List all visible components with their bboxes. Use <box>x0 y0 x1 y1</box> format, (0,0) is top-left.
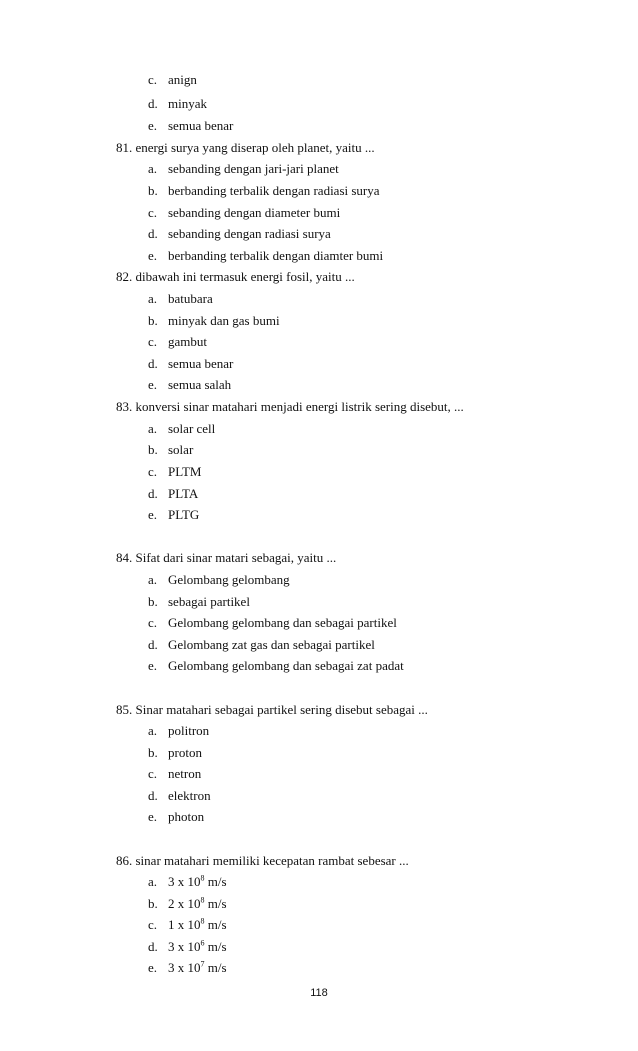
option-text: PLTA <box>168 486 199 501</box>
option-letter: a. <box>148 723 158 738</box>
option-text: PLTG <box>168 507 200 522</box>
option <box>148 615 397 630</box>
option <box>148 72 197 87</box>
option <box>148 874 227 889</box>
question-number: 81. <box>116 140 133 155</box>
option <box>148 486 198 501</box>
option-letter: e. <box>148 809 158 824</box>
option-text: politron <box>168 723 210 738</box>
option-text: batubara <box>168 291 213 306</box>
option-mantissa: 3 x 10 <box>168 874 201 889</box>
option-unit: m/s <box>204 917 227 932</box>
option-text: semua salah <box>168 377 232 392</box>
option <box>148 658 404 673</box>
option-unit: m/s <box>204 874 227 889</box>
option-letter: d. <box>148 356 158 371</box>
option <box>148 313 280 328</box>
option-exponent: 8 <box>200 873 205 883</box>
option-letter: c. <box>148 205 158 220</box>
option-text: gambut <box>168 334 207 349</box>
question-85 <box>116 702 428 717</box>
option <box>148 788 211 803</box>
option-letter: e. <box>148 377 158 392</box>
option-text: sebanding dengan radiasi surya <box>168 226 331 241</box>
option-letter: a. <box>148 874 158 889</box>
option-text: sebanding dengan jari-jari planet <box>168 161 339 176</box>
option-letter: c. <box>148 72 158 87</box>
option <box>148 161 339 176</box>
question-81 <box>116 140 375 155</box>
option-text: elektron <box>168 788 211 803</box>
option-text: Gelombang gelombang dan sebagai partikel <box>168 615 397 630</box>
option-text: sebanding dengan diameter bumi <box>168 205 341 220</box>
option <box>148 118 233 133</box>
option-text: Gelombang gelombang <box>168 572 290 587</box>
option <box>148 183 380 198</box>
question-text: sinar matahari memiliki kecepatan rambat sebesar ... <box>135 853 409 868</box>
option-text: Gelombang zat gas dan sebagai partikel <box>168 637 375 652</box>
option <box>148 637 375 652</box>
option <box>148 507 199 522</box>
option-letter: b. <box>148 442 158 457</box>
option-text: netron <box>168 766 202 781</box>
option-text: solar cell <box>168 421 216 436</box>
option-text: anign <box>168 72 197 87</box>
option-letter: b. <box>148 594 158 609</box>
option-text: Gelombang gelombang dan sebagai zat padat <box>168 658 404 673</box>
question-number: 83. <box>116 399 133 414</box>
option-letter: c. <box>148 464 158 479</box>
option-letter: c. <box>148 766 158 781</box>
option-text: proton <box>168 745 202 760</box>
option-letter: c. <box>148 334 158 349</box>
option <box>148 723 209 738</box>
option <box>148 291 213 306</box>
option <box>148 960 227 975</box>
option-letter: b. <box>148 896 158 911</box>
option-letter: e. <box>148 248 158 263</box>
option-letter: d. <box>148 939 158 954</box>
question-83 <box>116 399 464 414</box>
question-number: 85. <box>116 702 133 717</box>
question-text: energi surya yang diserap oleh planet, yaitu ... <box>135 140 375 155</box>
option <box>148 421 215 436</box>
option <box>148 226 331 241</box>
option <box>148 896 227 911</box>
option <box>148 594 250 609</box>
option-text: semua benar <box>168 356 234 371</box>
option-text: sebagai partikel <box>168 594 250 609</box>
question-text: Sifat dari sinar matari sebagai, yaitu ... <box>135 550 337 565</box>
option-mantissa: 3 x 10 <box>168 939 201 954</box>
option-unit: m/s <box>204 960 227 975</box>
option-letter: d. <box>148 96 158 111</box>
option-letter: a. <box>148 421 158 436</box>
option-text: minyak <box>168 96 207 111</box>
question-text: dibawah ini termasuk energi fosil, yaitu ... <box>135 269 355 284</box>
option-exponent: 8 <box>200 895 205 905</box>
option-text: berbanding terbalik dengan diamter bumi <box>168 248 384 263</box>
option-letter: e. <box>148 507 158 522</box>
question-86 <box>116 853 409 868</box>
option-letter: b. <box>148 183 158 198</box>
option <box>148 442 193 457</box>
option <box>148 809 204 824</box>
option-exponent: 6 <box>200 938 205 948</box>
option-letter: b. <box>148 313 158 328</box>
option-unit: m/s <box>204 939 227 954</box>
page-number: 118 <box>310 987 328 999</box>
option <box>148 248 383 263</box>
option-text: semua benar <box>168 118 234 133</box>
option-letter: c. <box>148 917 158 932</box>
option-letter: e. <box>148 118 158 133</box>
option <box>148 205 340 220</box>
option <box>148 745 202 760</box>
option <box>148 939 227 954</box>
option-letter: e. <box>148 658 158 673</box>
question-number: 84. <box>116 550 133 565</box>
option-mantissa: 1 x 10 <box>168 917 201 932</box>
question-number: 86. <box>116 853 133 868</box>
option <box>148 917 227 932</box>
option-letter: d. <box>148 788 158 803</box>
option-text: PLTM <box>168 464 202 479</box>
option <box>148 96 207 111</box>
option <box>148 766 201 781</box>
option-exponent: 8 <box>200 916 205 926</box>
option-mantissa: 3 x 10 <box>168 960 201 975</box>
option-letter: a. <box>148 161 158 176</box>
option-exponent: 7 <box>200 959 205 969</box>
option-text: minyak dan gas bumi <box>168 313 280 328</box>
option-mantissa: 2 x 10 <box>168 896 201 911</box>
question-82 <box>116 269 355 284</box>
option-letter: d. <box>148 486 158 501</box>
option-letter: c. <box>148 615 158 630</box>
option-letter: b. <box>148 745 158 760</box>
option-letter: d. <box>148 637 158 652</box>
option-text: photon <box>168 809 205 824</box>
option <box>148 572 290 587</box>
question-text: Sinar matahari sebagai partikel sering disebut sebagai ... <box>135 702 428 717</box>
option <box>148 377 231 392</box>
option-letter: a. <box>148 291 158 306</box>
option-letter: a. <box>148 572 158 587</box>
question-text: konversi sinar matahari menjadi energi listrik sering disebut, ... <box>135 399 464 414</box>
option-letter: e. <box>148 960 158 975</box>
option-text: berbanding terbalik dengan radiasi surya <box>168 183 380 198</box>
option-unit: m/s <box>204 896 227 911</box>
option-text: solar <box>168 442 194 457</box>
option <box>148 334 207 349</box>
question-number: 82. <box>116 269 133 284</box>
option-letter: d. <box>148 226 158 241</box>
option <box>148 356 233 371</box>
option <box>148 464 201 479</box>
question-84 <box>116 550 336 565</box>
